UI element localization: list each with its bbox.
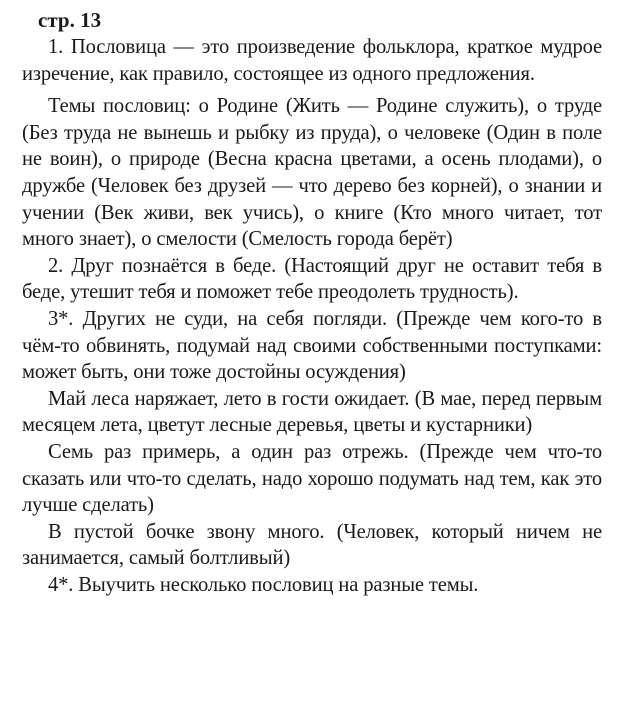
paragraph-task-4: 4*. Выучить несколько пословиц на разные темы.: [48, 573, 479, 596]
paragraph-proverb-judge: 3*. Других не суди, на себя погляди. (Прежде чем кого-то в чём-то обвинять, подумай над своими собственными поступками: может быть, они тоже достойны осуждения): [22, 307, 602, 384]
paragraph-proverb-may: Май леса наряжает, лето в гости ожидает. (В мае, перед первым месяцем лета, цветут лесные деревья, цветы и кустарники): [22, 387, 602, 437]
paragraph-themes: Темы пословиц: о Родине (Жить — Родине служить), о труде (Без труда не вынешь и рыбку из пруда), о человеке (Один в поле не воин), о природе (Весна красна цветами, а осень плодами), о дружбе (Человек без друзей — что дерево без корней), о знании и учении (Век живи, век учись), о книге (Кто много читает, тот много знает), о смелости (Смелость города берёт): [22, 95, 602, 251]
paragraph-proverb-measure: Семь раз примерь, а один раз отрежь. (Прежде чем что-то сказать или что-то сделать, надо хорошо подумать над тем, как это лучше сделать): [22, 440, 602, 517]
paragraph-proverb-friend: 2. Друг познаётся в беде. (Настоящий друг не оставит тебя в беде, утешит тебя и поможет тебе преодолеть трудность).: [22, 254, 602, 304]
paragraph-proverb-barrel: В пустой бочке звону много. (Человек, который ничем не занимается, самый болтливый): [22, 520, 602, 570]
paragraph-definition: 1. Пословица — это произведение фольклора, краткое мудрое изречение, как правило, состоящее из одного предложения.: [22, 36, 602, 85]
page-number-header: стр. 13: [38, 8, 102, 32]
